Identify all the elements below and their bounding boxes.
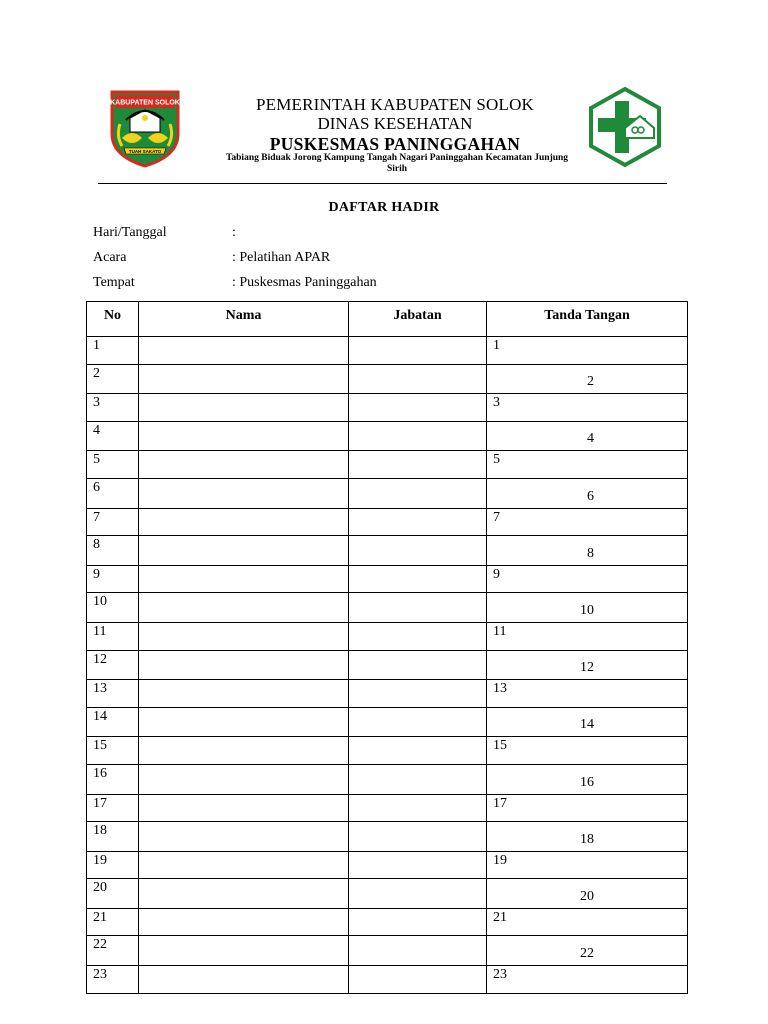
cell-tanda-tangan[interactable]: 8 xyxy=(487,536,688,566)
cell-no: 2 xyxy=(87,364,139,394)
table-row xyxy=(87,794,688,822)
cell-nama[interactable] xyxy=(139,421,349,451)
cell-nama[interactable] xyxy=(139,707,349,737)
cell-nama[interactable] xyxy=(139,650,349,680)
cell-no: 16 xyxy=(87,764,139,794)
info-label: Tempat xyxy=(93,275,135,290)
header-divider xyxy=(98,183,667,184)
info-value: : Pelatihan APAR xyxy=(232,250,331,265)
cell-tanda-tangan[interactable]: 16 xyxy=(487,764,688,794)
column-header-jabatan: Jabatan xyxy=(349,302,487,337)
cell-no: 12 xyxy=(87,650,139,680)
cell-jabatan[interactable] xyxy=(349,822,487,852)
cell-tanda-tangan[interactable]: 11 xyxy=(487,622,688,650)
table-row xyxy=(87,879,688,909)
cell-jabatan[interactable] xyxy=(349,622,487,650)
cell-tanda-tangan[interactable]: 23 xyxy=(487,966,688,994)
cell-jabatan[interactable] xyxy=(349,966,487,994)
attendance-table-body xyxy=(87,337,688,994)
column-header-no: No xyxy=(87,302,139,337)
header-puskesmas: PUSKESMAS PANINGGAHAN xyxy=(269,134,521,154)
cell-nama[interactable] xyxy=(139,565,349,593)
cell-tanda-tangan[interactable]: 17 xyxy=(487,794,688,822)
cell-jabatan[interactable] xyxy=(349,680,487,708)
table-row xyxy=(87,707,688,737)
cell-jabatan[interactable] xyxy=(349,707,487,737)
table-row xyxy=(87,650,688,680)
cell-jabatan[interactable] xyxy=(349,394,487,422)
cell-tanda-tangan[interactable]: 18 xyxy=(487,822,688,852)
cell-no: 10 xyxy=(87,593,139,623)
cell-no: 23 xyxy=(87,966,139,994)
cell-jabatan[interactable] xyxy=(349,451,487,479)
cell-no: 5 xyxy=(87,451,139,479)
info-value: : Puskesmas Paninggahan xyxy=(232,275,377,290)
cell-nama[interactable] xyxy=(139,536,349,566)
table-row xyxy=(87,851,688,879)
cell-no: 4 xyxy=(87,421,139,451)
cell-tanda-tangan[interactable]: 9 xyxy=(487,565,688,593)
info-label: Acara xyxy=(93,250,127,265)
cell-tanda-tangan[interactable]: 15 xyxy=(487,737,688,765)
cell-no: 22 xyxy=(87,936,139,966)
cell-nama[interactable] xyxy=(139,478,349,508)
cell-nama[interactable] xyxy=(139,508,349,536)
cell-jabatan[interactable] xyxy=(349,364,487,394)
kabupaten-solok-crest-icon xyxy=(108,88,182,168)
cell-jabatan[interactable] xyxy=(349,737,487,765)
column-header-nama: Nama xyxy=(139,302,349,337)
cell-jabatan[interactable] xyxy=(349,478,487,508)
table-row xyxy=(87,565,688,593)
cell-no: 13 xyxy=(87,680,139,708)
cell-no: 3 xyxy=(87,394,139,422)
cell-jabatan[interactable] xyxy=(349,650,487,680)
cell-jabatan[interactable] xyxy=(349,337,487,365)
cell-jabatan[interactable] xyxy=(349,794,487,822)
header-address: Tabiang Biduak Jorong Kampung Tangah Nagari Paninggahan Kecamatan Junjung Sirih xyxy=(225,153,569,174)
cell-tanda-tangan[interactable]: 4 xyxy=(487,421,688,451)
table-row xyxy=(87,478,688,508)
header-government: PEMERINTAH KABUPATEN SOLOK xyxy=(255,95,535,114)
cell-no: 6 xyxy=(87,478,139,508)
cell-tanda-tangan[interactable]: 5 xyxy=(487,451,688,479)
cell-nama[interactable] xyxy=(139,337,349,365)
cell-tanda-tangan[interactable]: 10 xyxy=(487,593,688,623)
cell-no: 11 xyxy=(87,622,139,650)
cell-nama[interactable] xyxy=(139,936,349,966)
cell-tanda-tangan[interactable]: 12 xyxy=(487,650,688,680)
cell-jabatan[interactable] xyxy=(349,908,487,936)
info-value: : xyxy=(232,225,236,240)
cell-tanda-tangan[interactable]: 2 xyxy=(487,364,688,394)
cell-no: 21 xyxy=(87,908,139,936)
cell-no: 7 xyxy=(87,508,139,536)
cell-tanda-tangan[interactable]: 20 xyxy=(487,879,688,909)
cell-jabatan[interactable] xyxy=(349,764,487,794)
table-row xyxy=(87,966,688,994)
cell-nama[interactable] xyxy=(139,908,349,936)
column-header-tanda-tangan: Tanda Tangan xyxy=(487,302,688,337)
cell-nama[interactable] xyxy=(139,822,349,852)
cell-tanda-tangan[interactable]: 1 xyxy=(487,337,688,365)
cell-nama[interactable] xyxy=(139,680,349,708)
cell-nama[interactable] xyxy=(139,851,349,879)
cell-no: 18 xyxy=(87,822,139,852)
table-row xyxy=(87,680,688,708)
cell-jabatan[interactable] xyxy=(349,593,487,623)
info-label: Hari/Tanggal xyxy=(93,225,167,240)
cell-nama[interactable] xyxy=(139,966,349,994)
cell-nama[interactable] xyxy=(139,764,349,794)
table-row xyxy=(87,764,688,794)
cell-nama[interactable] xyxy=(139,364,349,394)
puskesmas-logo-icon xyxy=(584,86,666,168)
cell-tanda-tangan[interactable]: 22 xyxy=(487,936,688,966)
cell-jabatan[interactable] xyxy=(349,851,487,879)
table-row xyxy=(87,508,688,536)
table-row xyxy=(87,622,688,650)
cell-no: 19 xyxy=(87,851,139,879)
cell-jabatan[interactable] xyxy=(349,565,487,593)
cell-jabatan[interactable] xyxy=(349,536,487,566)
table-row xyxy=(87,451,688,479)
cell-no: 20 xyxy=(87,879,139,909)
cell-nama[interactable] xyxy=(139,451,349,479)
cell-jabatan[interactable] xyxy=(349,421,487,451)
table-row xyxy=(87,536,688,566)
cell-no: 15 xyxy=(87,737,139,765)
document-title: DAFTAR HADIR xyxy=(328,200,440,215)
cell-nama[interactable] xyxy=(139,879,349,909)
header-department: DINAS KESEHATAN xyxy=(317,114,473,133)
cell-tanda-tangan[interactable]: 21 xyxy=(487,908,688,936)
cell-nama[interactable] xyxy=(139,622,349,650)
table-row xyxy=(87,394,688,422)
table-row xyxy=(87,421,688,451)
cell-no: 8 xyxy=(87,536,139,566)
table-row xyxy=(87,364,688,394)
cell-nama[interactable] xyxy=(139,593,349,623)
cell-nama[interactable] xyxy=(139,794,349,822)
cell-tanda-tangan[interactable]: 7 xyxy=(487,508,688,536)
cell-nama[interactable] xyxy=(139,737,349,765)
cell-tanda-tangan[interactable]: 3 xyxy=(487,394,688,422)
cell-no: 1 xyxy=(87,337,139,365)
table-row xyxy=(87,936,688,966)
attendance-table xyxy=(86,301,688,994)
table-row xyxy=(87,593,688,623)
svg-text:TUAH SAKATO: TUAH SAKATO xyxy=(128,149,162,154)
table-header-row xyxy=(87,302,688,337)
cell-tanda-tangan[interactable]: 14 xyxy=(487,707,688,737)
cell-tanda-tangan[interactable]: 13 xyxy=(487,680,688,708)
table-row xyxy=(87,337,688,365)
cell-no: 17 xyxy=(87,794,139,822)
cell-tanda-tangan[interactable]: 19 xyxy=(487,851,688,879)
cell-jabatan[interactable] xyxy=(349,879,487,909)
cell-tanda-tangan[interactable]: 6 xyxy=(487,478,688,508)
cell-jabatan[interactable] xyxy=(349,508,487,536)
svg-text:KABUPATEN SOLOK: KABUPATEN SOLOK xyxy=(110,99,180,107)
cell-nama[interactable] xyxy=(139,394,349,422)
cell-no: 9 xyxy=(87,565,139,593)
cell-no: 14 xyxy=(87,707,139,737)
cell-jabatan[interactable] xyxy=(349,936,487,966)
table-row xyxy=(87,822,688,852)
table-row xyxy=(87,908,688,936)
table-row xyxy=(87,737,688,765)
